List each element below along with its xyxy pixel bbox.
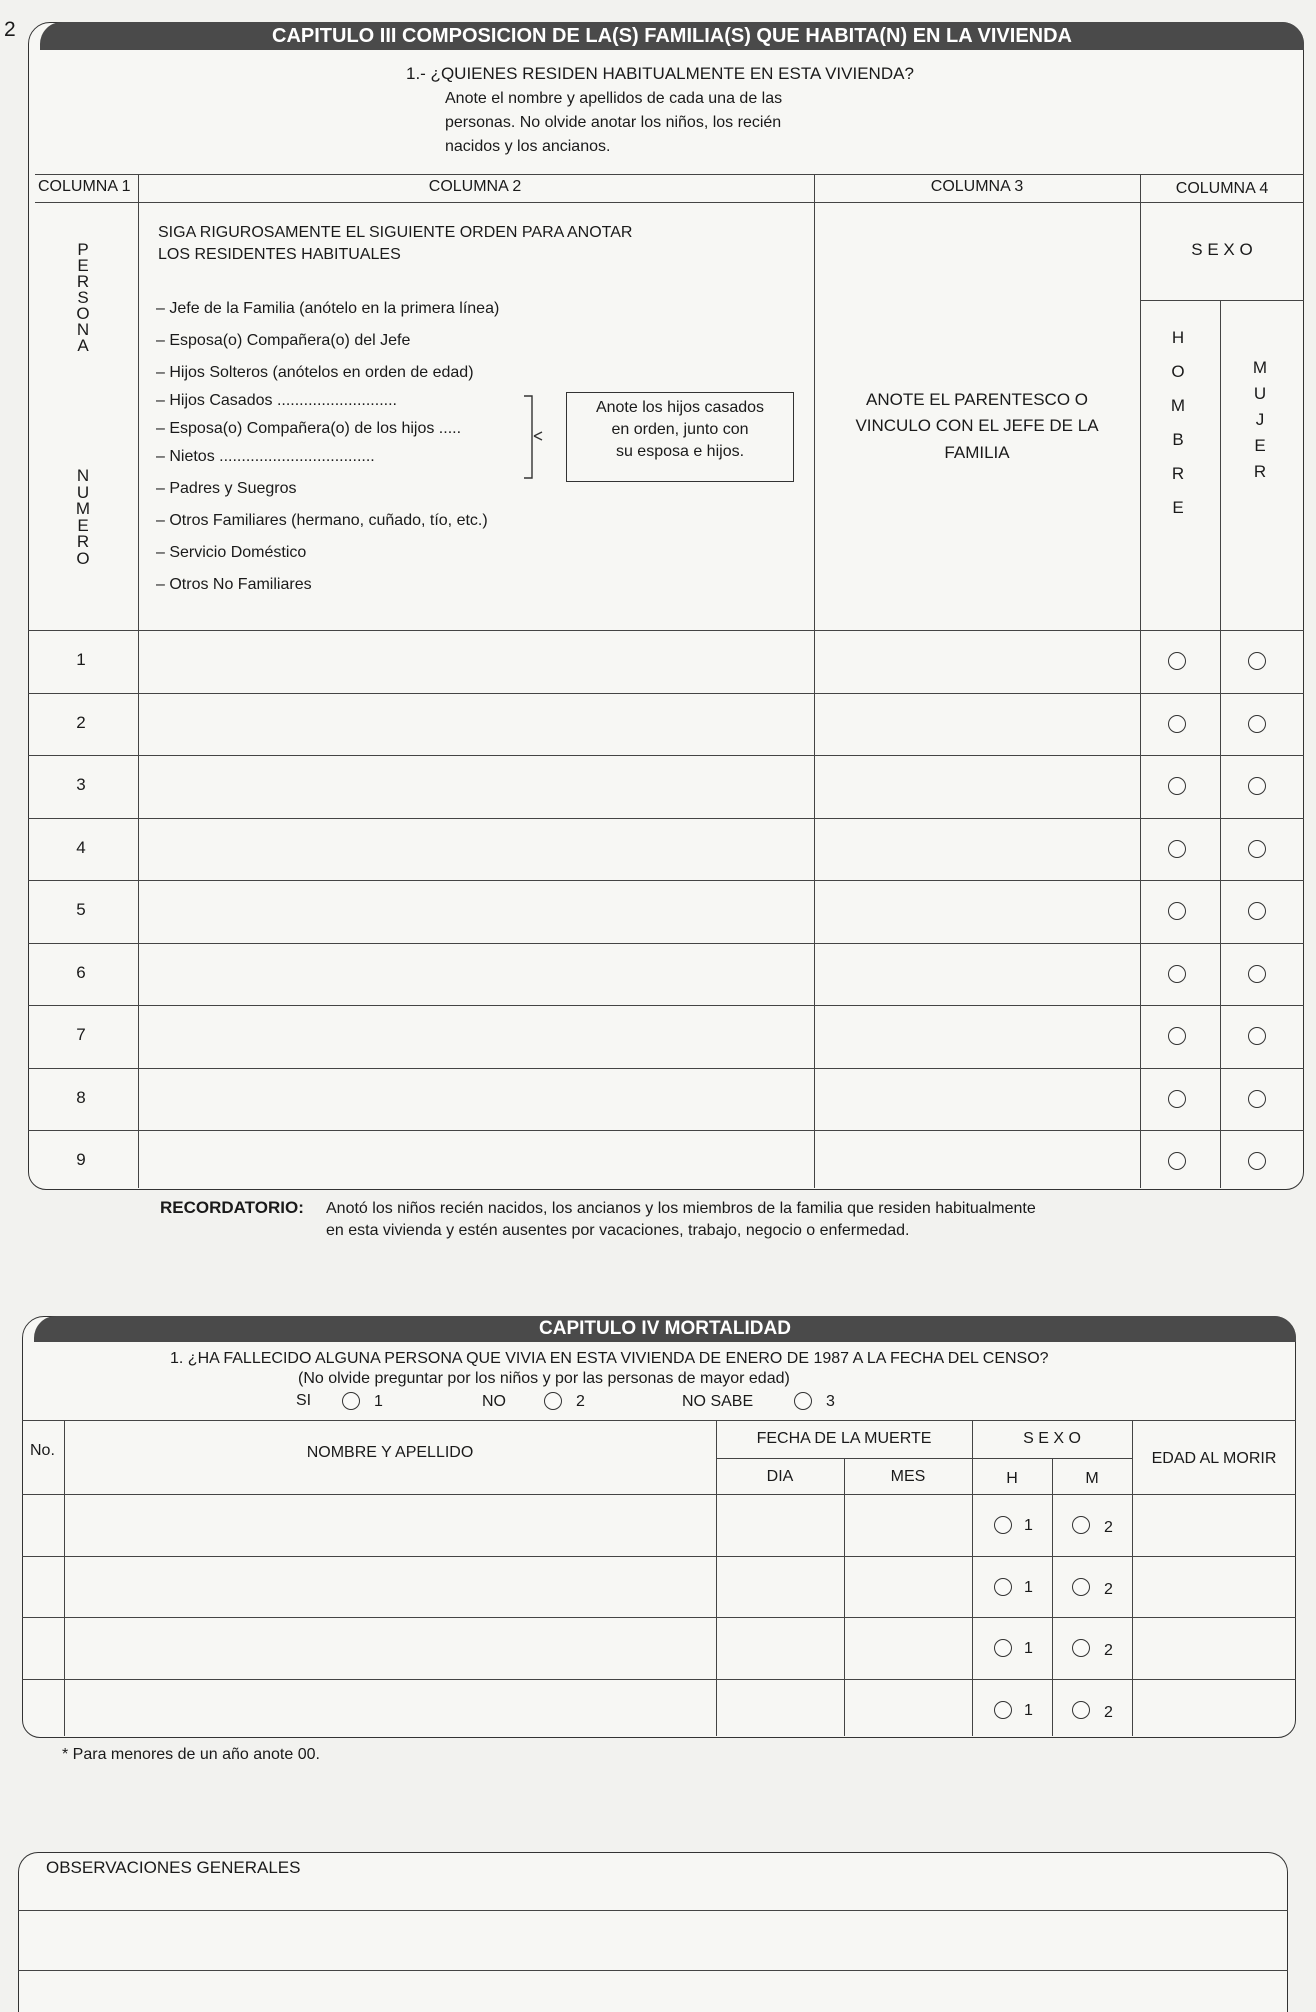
- option-no-radio[interactable]: [544, 1392, 562, 1410]
- death-day-cell[interactable]: [718, 1498, 840, 1552]
- death-day-cell[interactable]: [718, 1621, 840, 1675]
- reminder-text-2: en esta vivienda y estén ausentes por vacaciones, trabajo, negocio o enfermedad.: [326, 1222, 910, 1239]
- married-note-line-1: Anote los hijos casados: [595, 399, 765, 416]
- order-heading-1: SIGA RIGUROSAMENTE EL SIGUIENTE ORDEN PARA ANOTAR: [158, 224, 633, 241]
- resident-row-number: 8: [76, 1087, 86, 1107]
- age-at-death-cell[interactable]: [1134, 1498, 1290, 1552]
- resident-relationship-cell[interactable]: [816, 634, 1136, 689]
- mortality-mujer-radio[interactable]: [1072, 1639, 1090, 1657]
- column-4-header: COLUMNA 4: [1175, 180, 1269, 197]
- chapter-3-title: CAPITULO III COMPOSICION DE LA(S) FAMILIA(S) QUE HABITA(N) EN LA VIVIENDA: [40, 22, 1304, 50]
- mujer-letter: E: [1254, 436, 1266, 455]
- column-3-header: COLUMNA 3: [930, 178, 1024, 195]
- deceased-name-cell[interactable]: [66, 1498, 712, 1552]
- col3-note-2: VINCULO CON EL JEFE DE LA: [855, 416, 1099, 435]
- resident-row-number: 1: [76, 650, 86, 669]
- death-day-cell[interactable]: [718, 1683, 840, 1737]
- mujer-radio[interactable]: [1248, 715, 1266, 733]
- option-no-label: NO: [482, 1393, 506, 1410]
- order-item: – Otros No Familiares: [156, 576, 312, 593]
- resident-row-number: 7: [76, 1025, 86, 1044]
- married-note-line-2: en orden, junto con: [611, 421, 749, 438]
- persona-letter: E: [77, 256, 89, 275]
- mortality-mujer-radio[interactable]: [1072, 1516, 1090, 1534]
- order-item: – Esposa(o) Compañera(o) de los hijos .....: [156, 420, 462, 437]
- order-item: – Hijos Solteros (anótelos en orden de edad): [156, 364, 474, 381]
- mujer-letter: R: [1253, 462, 1267, 481]
- order-heading-2: LOS RESIDENTES HABITUALES: [158, 246, 401, 263]
- header-sexo: S E X O: [1023, 1430, 1081, 1447]
- order-item: – Otros Familiares (hermano, cuñado, tío, etc.): [156, 512, 488, 529]
- resident-row-number: 5: [76, 900, 86, 919]
- chapter-4-title: CAPITULO IV MORTALIDAD: [34, 1316, 1296, 1342]
- deceased-name-cell[interactable]: [66, 1683, 712, 1737]
- resident-relationship-cell[interactable]: [816, 1072, 1136, 1127]
- numero-letter: U: [76, 482, 90, 502]
- mortality-mujer-code: 2: [1104, 1519, 1113, 1536]
- death-month-cell[interactable]: [846, 1621, 968, 1675]
- hombre-letter: H: [1171, 328, 1185, 347]
- resident-name-cell[interactable]: [140, 697, 810, 752]
- mortality-mujer-code: 2: [1104, 1580, 1113, 1598]
- numero-letter: O: [76, 548, 90, 568]
- header-m: M: [1085, 1470, 1099, 1487]
- mortality-hombre-radio[interactable]: [994, 1701, 1012, 1719]
- mortality-hombre-code: 1: [1024, 1701, 1033, 1719]
- header-edad: EDAD AL MORIR: [1151, 1450, 1277, 1467]
- resident-name-cell[interactable]: [140, 822, 810, 877]
- observations-title: OBSERVACIONES GENERALES: [46, 1858, 301, 1877]
- hombre-radio[interactable]: [1168, 1090, 1186, 1108]
- option-si-label: SI: [296, 1392, 312, 1409]
- numero-letter: R: [76, 532, 90, 551]
- mujer-radio[interactable]: [1248, 777, 1266, 795]
- reminder-text-1: Anotó los niños recién nacidos, los ancianos y los miembros de la familia que residen habitualmente: [326, 1200, 1036, 1217]
- header-fecha: FECHA DE LA MUERTE: [756, 1430, 932, 1447]
- hombre-letter: B: [1172, 430, 1184, 449]
- mortality-hombre-code: 1: [1024, 1578, 1033, 1596]
- reminder-label: RECORDATORIO:: [160, 1198, 304, 1217]
- option-nosabe-code: 3: [826, 1393, 835, 1410]
- numero-letter: E: [77, 515, 89, 535]
- persona-letter: O: [76, 304, 90, 323]
- mortality-hombre-radio[interactable]: [994, 1516, 1012, 1534]
- resident-relationship-cell[interactable]: [816, 822, 1136, 877]
- resident-name-cell[interactable]: [140, 634, 810, 689]
- resident-row-number: 6: [76, 962, 86, 982]
- col3-note-3: FAMILIA: [944, 443, 1010, 462]
- mujer-letter: M: [1252, 358, 1268, 377]
- option-si-radio[interactable]: [342, 1392, 360, 1410]
- hombre-radio[interactable]: [1168, 1027, 1186, 1045]
- hombre-letter: R: [1171, 464, 1185, 483]
- option-si-code: 1: [374, 1393, 383, 1410]
- married-note-line-3: su esposa e hijos.: [615, 443, 745, 460]
- header-h: H: [1006, 1470, 1018, 1487]
- married-children-note: [566, 392, 794, 482]
- option-nosabe-radio[interactable]: [794, 1392, 812, 1410]
- resident-row-number: 2: [76, 712, 86, 732]
- persona-letter: R: [76, 272, 90, 291]
- cap3-instruction-3: nacidos y los ancianos.: [445, 138, 611, 155]
- column-2-header: COLUMNA 2: [428, 178, 522, 195]
- hombre-radio[interactable]: [1168, 777, 1186, 795]
- mujer-letter: U: [1253, 384, 1267, 403]
- resident-row-number: 4: [76, 837, 86, 857]
- order-item: – Esposa(o) Compañera(o) del Jefe: [156, 332, 411, 349]
- hombre-radio[interactable]: [1168, 902, 1186, 920]
- resident-relationship-cell[interactable]: [816, 884, 1136, 939]
- mujer-radio[interactable]: [1248, 965, 1266, 983]
- married-bracket: [520, 392, 550, 482]
- death-month-cell[interactable]: [846, 1560, 968, 1614]
- resident-relationship-cell[interactable]: [816, 947, 1136, 1002]
- cap3-instruction-1: Anote el nombre y apellidos de cada una de las: [445, 90, 783, 107]
- mujer-radio[interactable]: [1248, 840, 1266, 858]
- cap4-question: 1. ¿HA FALLECIDO ALGUNA PERSONA QUE VIVIA EN ESTA VIVIENDA DE ENERO DE 1987 A LA FECHA DEL CENSO?: [170, 1350, 1049, 1367]
- mujer-radio[interactable]: [1248, 1152, 1266, 1170]
- persona-letter: N: [76, 320, 90, 339]
- order-item: – Padres y Suegros: [156, 480, 297, 497]
- order-item: – Nietos ...................................: [156, 448, 375, 465]
- death-month-cell[interactable]: [846, 1683, 968, 1737]
- mujer-radio[interactable]: [1248, 902, 1266, 920]
- option-no-code: 2: [576, 1393, 585, 1410]
- resident-name-cell[interactable]: [140, 1009, 810, 1064]
- mortality-mujer-code: 2: [1104, 1642, 1113, 1659]
- mujer-radio[interactable]: [1248, 1027, 1266, 1045]
- mortality-mujer-code: 2: [1104, 1703, 1113, 1721]
- header-no: No.: [30, 1442, 55, 1459]
- order-item: – Jefe de la Familia (anótelo en la primera línea): [156, 300, 500, 317]
- resident-name-cell[interactable]: [140, 947, 810, 1002]
- mortality-hombre-radio[interactable]: [994, 1578, 1012, 1596]
- cap4-question-note: (No olvide preguntar por los niños y por las personas de mayor edad): [298, 1370, 790, 1387]
- resident-relationship-cell[interactable]: [816, 759, 1136, 814]
- mortality-footnote: * Para menores de un año anote 00.: [62, 1746, 320, 1763]
- hombre-radio[interactable]: [1168, 840, 1186, 858]
- hombre-radio[interactable]: [1168, 965, 1186, 983]
- cap3-question: 1.- ¿QUIENES RESIDEN HABITUALMENTE EN ESTA VIVIENDA?: [406, 64, 914, 83]
- resident-relationship-cell[interactable]: [816, 1134, 1136, 1189]
- resident-row-number: 9: [76, 1150, 86, 1169]
- mortality-mujer-radio[interactable]: [1072, 1701, 1090, 1719]
- cap3-instruction-2: personas. No olvide anotar los niños, los recién: [445, 114, 782, 131]
- age-at-death-cell[interactable]: [1134, 1621, 1290, 1675]
- option-nosabe-label: NO SABE: [682, 1393, 754, 1410]
- resident-row-number: 3: [76, 775, 86, 794]
- sexo-header: S E X O: [1191, 240, 1253, 259]
- persona-letter: P: [77, 240, 89, 259]
- mortality-hombre-code: 1: [1024, 1517, 1033, 1534]
- deceased-name-cell[interactable]: [66, 1560, 712, 1614]
- deceased-name-cell[interactable]: [66, 1621, 712, 1675]
- death-month-cell[interactable]: [846, 1498, 968, 1552]
- hombre-letter: O: [1171, 362, 1185, 381]
- mortality-mujer-radio[interactable]: [1072, 1578, 1090, 1596]
- header-mes: MES: [890, 1468, 926, 1485]
- mujer-letter: J: [1255, 410, 1265, 429]
- col3-note-1: ANOTE EL PARENTESCO O: [866, 390, 1088, 409]
- hombre-radio[interactable]: [1168, 1152, 1186, 1170]
- header-name: NOMBRE Y APELLIDO: [306, 1444, 474, 1461]
- mujer-radio[interactable]: [1248, 1090, 1266, 1108]
- column-1-header: COLUMNA 1: [38, 178, 131, 195]
- resident-name-cell[interactable]: [140, 1134, 810, 1189]
- mujer-radio[interactable]: [1248, 652, 1266, 670]
- resident-name-cell[interactable]: [140, 1072, 810, 1127]
- mortality-hombre-code: 1: [1024, 1640, 1033, 1657]
- resident-relationship-cell[interactable]: [816, 697, 1136, 752]
- resident-relationship-cell[interactable]: [816, 1009, 1136, 1064]
- death-day-cell[interactable]: [718, 1560, 840, 1614]
- page-number: 2: [4, 18, 16, 41]
- header-dia: DIA: [766, 1468, 794, 1485]
- persona-letter: S: [77, 288, 89, 307]
- order-item: – Hijos Casados ...........................: [156, 392, 397, 409]
- numero-letter: M: [75, 499, 91, 518]
- hombre-radio[interactable]: [1168, 715, 1186, 733]
- order-item: – Servicio Doméstico: [156, 544, 307, 561]
- resident-name-cell[interactable]: [140, 759, 810, 814]
- numero-letter: N: [76, 466, 90, 485]
- age-at-death-cell[interactable]: [1134, 1560, 1290, 1614]
- resident-name-cell[interactable]: [140, 884, 810, 939]
- age-at-death-cell[interactable]: [1134, 1683, 1290, 1737]
- mortality-hombre-radio[interactable]: [994, 1639, 1012, 1657]
- hombre-letter: E: [1172, 498, 1184, 517]
- hombre-letter: M: [1170, 396, 1186, 415]
- hombre-radio[interactable]: [1168, 652, 1186, 670]
- persona-letter: A: [77, 336, 89, 355]
